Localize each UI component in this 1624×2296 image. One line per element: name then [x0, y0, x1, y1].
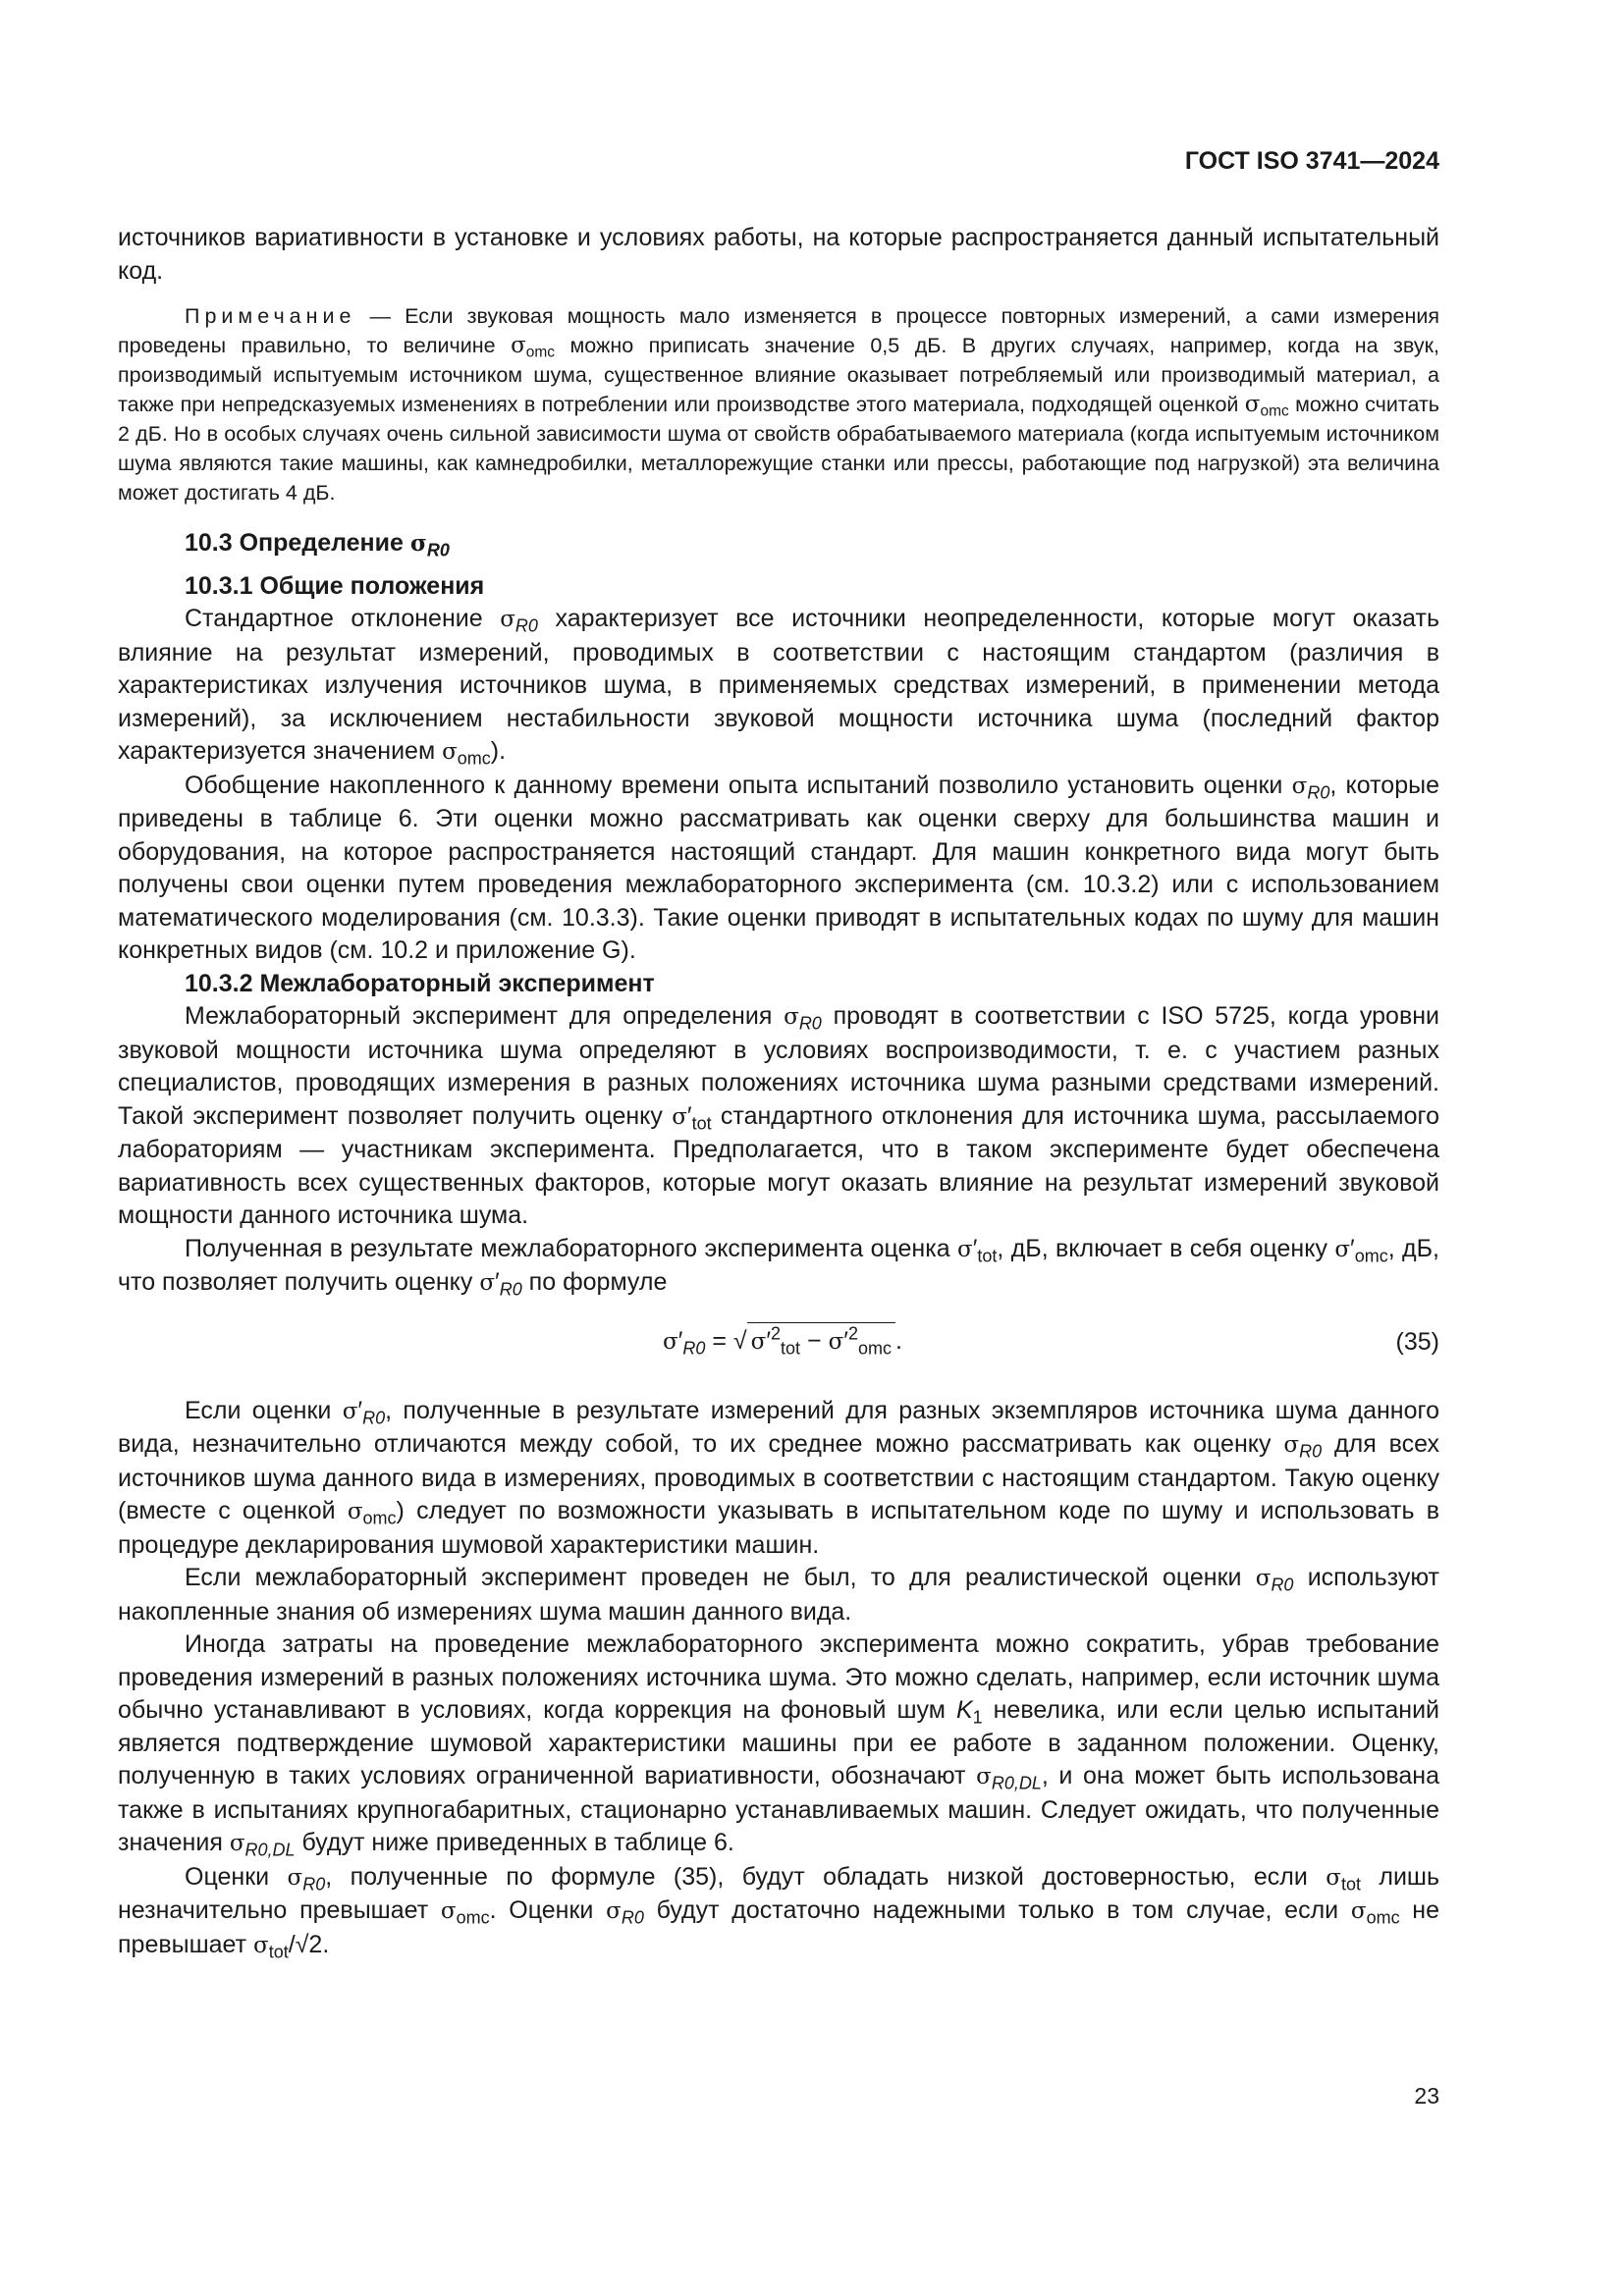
note-paragraph: Примечание — Если звуковая мощность мало изменяется в процессе повторных измерений, а сами измерения проведены правильно, то величине $\sigma_{omc}$ можно приписать значение 0,5 дБ. В других случаях, например, когда на звук, производимый испытуемым источником шума, существенное влияние оказывает потребляемый или производимый материал, а также при непредсказуемых изменениях в потреблении или производстве этого материала, подходящей оценкой $\sigma_{omc}$ можно считать 2 дБ. Но в особых случаях очень сильной зависимости шума от свойств обрабатываемого материала (когда испытуемым источником шума являются такие машины, как камнедробилки, металлорежущие станки или прессы, работающие под нагрузкой) эта величина может достигать 4 дБ. — [118, 304, 1439, 505]
sqrt-icon: √ — [732, 1326, 747, 1355]
note-label: Примечание — [185, 304, 356, 328]
section-10-3-2-title: 10.3.2 Межлабораторный эксперимент — [185, 969, 655, 997]
paragraph-10-3-2-e: Иногда затраты на проведение межлабораторного эксперимента можно сократить, убрав требование проведения измерений в разных положениях источника шума. Это можно сделать, например, если источник шума обычно устанавливают в условиях, когда коррекция на фоновый шум $K_1$ невелика, или если целью испытаний является подтверждение шумовой характеристики машины при ее работе в заданном положении. Оценку, полученную в таких условиях ограниченной вариативности, обозначают $\sigma_{R0,DL}$, и она может быть использована также в испытаниях крупногабаритных, стационарно устанавливаемых машин. Следует ожидать, что полученные значения $\sigma_{R0,DL}$ будут ниже приведенных в таблице 6. — [118, 1630, 1439, 1860]
radicand: $\sigma'^2_{tot} - \sigma'^2_{omc}$ — [747, 1322, 895, 1360]
paragraph-10-3-2-d: Если межлабораторный эксперимент проведен не был, то для реалистической оценки $\sigma_{R0}$ используют накопленные знания об измерениях шума машин данного вида. — [118, 1564, 1439, 1626]
paragraph-intro: источников вариативности в установке и условиях работы, на которые распространяется данный испытательный код. — [118, 224, 1439, 285]
page-number: 23 — [1414, 2083, 1439, 2109]
page-content — [118, 222, 1439, 1962]
paragraph-10-3-2-a: Межлабораторный эксперимент для определения $\sigma_{R0}$ проводят в соответствии с ISO 5725, когда уровни звуковой мощности источника шума определяют в условиях воспроизводимости, т. е. с участием разных специалистов, проводящих измерения в разных положениях источника шума разными средствами измерений. Такой эксперимент позволяет получить оценку $\sigma'_{tot}$ стандартного отклонения для источника шума, рассылаемого лабораториям — участникам эксперимента. Предполагается, что в таком эксперименте будет обеспечена вариативность всех существенных факторов, которые могут оказать влияние на результат измерений звуковой мощности данного источника шума. — [118, 1002, 1439, 1229]
paragraph-10-3-2-f: Оценки $\sigma_{R0}$, полученные по формуле (35), будут обладать низкой достоверностью, если $\sigma_{tot}$ лишь незначительно превышает $\sigma_{omc}$. Оценки $\sigma_{R0}$ будут достаточно надежными только в том случае, если $\sigma_{omc}$ не превышает $\sigma_{tot}/√2$. — [118, 1862, 1440, 1961]
paragraph-10-3-2-c: Если оценки $\sigma'_{R0}$, полученные в результате измерений для разных экземпляров источника шума данного вида, незначительно отличаются между собой, то их среднее можно рассматривать как оценку $\sigma_{R0}$ для всех источников шума данного вида в измерениях, проводимых в соответствии с настоящим стандартом. Такую оценку (вместе с оценкой $\sigma_{omc}$) следует по возможности указывать в испытательном коде по шуму и использовать в процедуре декларирования шумовой характеристики машин. — [118, 1396, 1439, 1559]
section-10-3-1-title: 10.3.1 Общие положения — [185, 571, 485, 600]
paragraph-10-3-2-b: Полученная в результате межлабораторного эксперимента оценка $\sigma'_{tot}$, дБ, включает в себя оценку $\sigma'_{omc}$, дБ, что позволяет получить оценку $\sigma'_{R0}$ по формуле — [118, 1234, 1439, 1300]
formula-body: $\sigma'_{R0}$ = √ $\sigma'^2_{tot} - \sigma'^2_{omc}$ . — [663, 1323, 902, 1358]
paragraph-10-3-1-a: Стандартное отклонение $\sigma_{R0}$ характеризует все источники неопределенности, которые могут оказать влияние на результат измерений, проводимых в соответствии с настоящим стандартом (различия в характеристиках излучения источников шума, в применяемых средствах измерений, в применении метода измерений), за исключением нестабильности звуковой мощности источника шума (последний фактор характеризуется значением $\sigma_{omc}$). — [118, 605, 1439, 769]
document-header: ГОСТ ISO 3741—2024 — [1184, 147, 1439, 175]
section-10-3-title: 10.3 Определение $\sigma_{R0}$ — [185, 529, 450, 561]
formula-35 — [118, 1312, 1439, 1375]
formula-number: (35) — [1395, 1327, 1439, 1356]
paragraph-10-3-1-b: Обобщение накопленного к данному времени опыта испытаний позволило установить оценки $\sigma_{R0}$, которые приведены в таблице 6. Эти оценки можно рассматривать как оценки сверху для большинства машин и оборудования, на которое распространяется настоящий стандарт. Для машин конкретного вида могут быть получены свои оценки путем проведения межлабораторного эксперимента (см. 10.3.2) или с использованием математического моделирования (см. 10.3.3). Такие оценки приводят в испытательных кодах по шуму для машин конкретных видов (см. 10.2 и приложение G). — [118, 771, 1439, 964]
